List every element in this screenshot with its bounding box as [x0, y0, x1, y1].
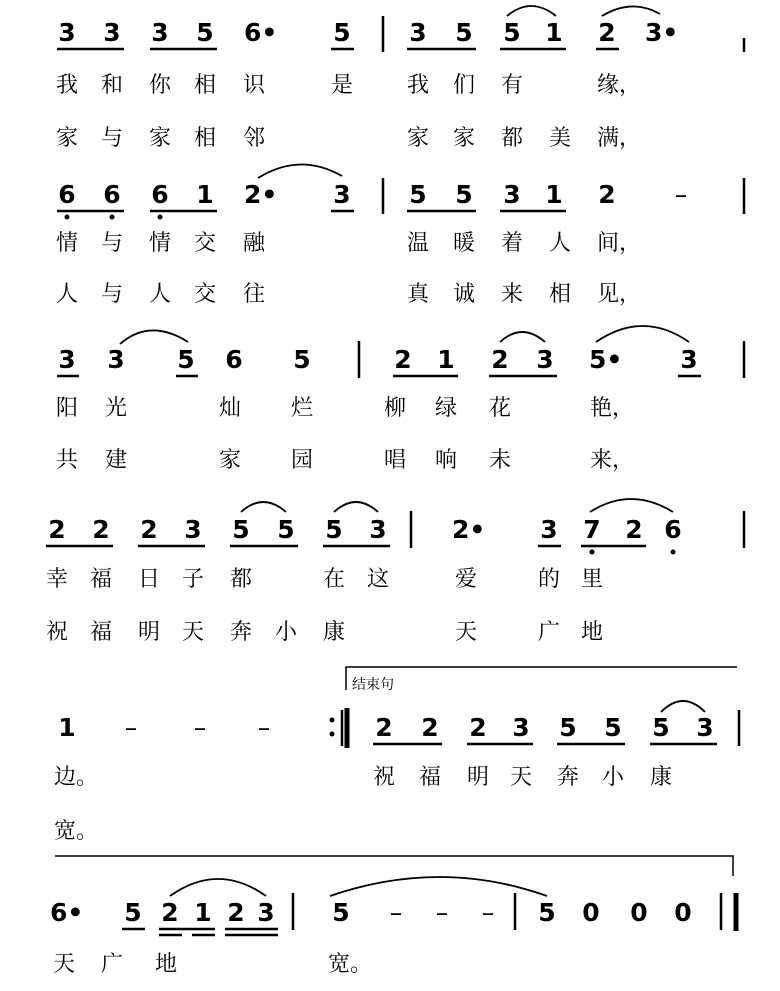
lyric: 来，	[590, 448, 635, 473]
lyric: 交	[193, 282, 216, 307]
lyric: 小	[274, 620, 297, 645]
lyric: 宽。	[54, 819, 99, 844]
lyric: 天	[52, 952, 75, 977]
lyric: 满，	[597, 126, 642, 151]
note: 3	[58, 18, 76, 47]
lyric: 广	[100, 952, 123, 977]
lyric: 与	[100, 282, 123, 307]
lyric: 宽。	[328, 952, 373, 977]
lyric: 广	[537, 620, 560, 645]
note: 3	[103, 18, 121, 47]
note: 2	[92, 515, 110, 544]
lyric: 爱	[454, 567, 477, 592]
note: 2	[375, 713, 393, 742]
lyric: 与	[100, 126, 123, 151]
lyric: 这	[366, 567, 389, 592]
note: 5	[455, 180, 473, 209]
lyric: 人	[148, 282, 171, 307]
note: 2	[469, 713, 487, 742]
note: 3	[696, 713, 714, 742]
lyric: 你	[148, 73, 171, 98]
note: 0	[674, 898, 692, 927]
lyric: 我	[55, 73, 78, 98]
lyric: 共	[55, 448, 78, 473]
note: 2	[598, 18, 616, 47]
note: 2•	[244, 180, 278, 209]
lyric: 康	[649, 765, 672, 790]
note: 5	[503, 18, 521, 47]
note: 5	[604, 713, 622, 742]
lyric: 在	[322, 567, 345, 592]
note-dash: –	[124, 713, 138, 742]
lyric: 家	[218, 448, 241, 473]
note: 5	[325, 515, 343, 544]
note: 1	[196, 180, 214, 209]
lyric: 我	[406, 73, 429, 98]
note: 6•	[244, 18, 278, 47]
note-dash: –	[435, 898, 449, 927]
lyric: 人	[548, 231, 571, 256]
lyric: 明	[137, 620, 160, 645]
lyric: 奔	[229, 620, 252, 645]
note: 2	[161, 898, 179, 927]
note: 3	[369, 515, 387, 544]
note: 5	[124, 898, 142, 927]
note: 2•	[452, 515, 486, 544]
lyric: 幸	[45, 567, 68, 592]
lyric: 烂	[290, 396, 313, 421]
lyric: 人	[55, 282, 78, 307]
lyric: 情	[148, 231, 171, 256]
note-dash: –	[193, 713, 207, 742]
note: 3	[107, 345, 125, 374]
note: 5	[559, 713, 577, 742]
lyric: 边。	[54, 765, 99, 790]
note: 2	[394, 345, 412, 374]
lyric: 往	[242, 282, 265, 307]
note: 5	[332, 898, 350, 927]
note: 3	[503, 180, 521, 209]
note: 3	[257, 898, 275, 927]
note: 3	[333, 180, 351, 209]
lyric: 园	[290, 448, 313, 473]
lyric: 来	[500, 282, 523, 307]
lyric: 家	[148, 126, 171, 151]
lyric: 着	[500, 231, 523, 256]
note: 1	[545, 180, 563, 209]
note: 5	[293, 345, 311, 374]
lyric: 间，	[597, 231, 642, 256]
lyric: 交	[193, 231, 216, 256]
note: 6	[664, 515, 682, 544]
lyric: 绿	[434, 396, 457, 421]
lyric: 康	[322, 620, 345, 645]
note: 3	[536, 345, 554, 374]
note: 0	[630, 898, 648, 927]
repeat-dots	[330, 718, 335, 737]
note: 2	[491, 345, 509, 374]
note: 3•	[645, 18, 679, 47]
lyric: 未	[488, 448, 511, 473]
lyric: 灿	[218, 396, 241, 421]
lyric: 家	[406, 126, 429, 151]
note: 5	[196, 18, 214, 47]
lyric: 真	[406, 282, 429, 307]
lyric: 的	[537, 567, 560, 592]
lyric: 建	[104, 448, 127, 473]
lyric: 小	[601, 765, 624, 790]
note: 3	[151, 18, 169, 47]
lyric: 相	[193, 73, 216, 98]
note: 3	[184, 515, 202, 544]
lyric: 都	[229, 567, 252, 592]
note: 6•	[50, 898, 84, 927]
lyric: 和	[100, 73, 123, 98]
lyric: 暖	[452, 231, 475, 256]
note: 2	[625, 515, 643, 544]
lyric: 祝	[372, 765, 395, 790]
lyric: 祝	[45, 620, 68, 645]
lyric: 子	[181, 567, 204, 592]
note: 1	[437, 345, 455, 374]
ending-label: 结束句	[352, 677, 394, 693]
note: 3	[409, 18, 427, 47]
note: 5	[277, 515, 295, 544]
note: 5	[333, 18, 351, 47]
lyric: 柳	[383, 396, 406, 421]
note: 2	[48, 515, 66, 544]
lyric: 阳	[55, 396, 78, 421]
lyric: 地	[580, 620, 603, 645]
note: 7	[583, 515, 601, 544]
note: 5	[538, 898, 556, 927]
lyric: 美	[548, 126, 571, 151]
lyric: 邻	[242, 126, 265, 151]
note: 3	[680, 345, 698, 374]
lyric: 家	[452, 126, 475, 151]
note: 6	[58, 180, 76, 209]
note: 3	[512, 713, 530, 742]
note: 1	[545, 18, 563, 47]
lyric: 有	[500, 73, 523, 98]
lyric: 福	[89, 620, 112, 645]
note: 6	[225, 345, 243, 374]
barlines	[293, 16, 744, 930]
note: 2	[421, 713, 439, 742]
lyric: 相	[193, 126, 216, 151]
note-dash: –	[481, 898, 495, 927]
note: 5	[455, 18, 473, 47]
lyric: 明	[466, 765, 489, 790]
lyric: 们	[452, 73, 475, 98]
note: 5•	[589, 345, 623, 374]
lyric: 福	[418, 765, 441, 790]
note: 6	[103, 180, 121, 209]
lyric: 响	[434, 448, 457, 473]
lyric: 见，	[597, 282, 642, 307]
lyric: 唱	[383, 448, 406, 473]
octave-dots	[65, 215, 676, 555]
lyric: 识	[242, 73, 265, 98]
lyric: 家	[55, 126, 78, 151]
note: 5	[409, 180, 427, 209]
note: 5	[232, 515, 250, 544]
lyric: 情	[55, 231, 78, 256]
note: 6	[151, 180, 169, 209]
note: 2	[140, 515, 158, 544]
note: 5	[177, 345, 195, 374]
note-dash: –	[389, 898, 403, 927]
lyric: 天	[454, 620, 477, 645]
lyric: 艳，	[590, 396, 635, 421]
note-dash: –	[257, 713, 271, 742]
lyric: 日	[137, 567, 160, 592]
lyric: 与	[100, 231, 123, 256]
note: 5	[652, 713, 670, 742]
lyric: 奔	[556, 765, 579, 790]
lyric: 相	[548, 282, 571, 307]
lyric: 温	[406, 231, 429, 256]
lyric: 花	[488, 396, 511, 421]
underlines	[46, 49, 717, 929]
lyric: 里	[580, 567, 603, 592]
lyric: 都	[500, 126, 523, 151]
lyric: 地	[154, 952, 177, 977]
lyric: 光	[104, 396, 127, 421]
lyric: 天	[181, 620, 204, 645]
lyric: 融	[242, 231, 265, 256]
lyric: 是	[330, 73, 353, 98]
note: 3	[540, 515, 558, 544]
note: 0	[582, 898, 600, 927]
note: 2	[227, 898, 245, 927]
note: 2	[598, 180, 616, 209]
lyric: 天	[509, 765, 532, 790]
note: 1	[194, 898, 212, 927]
lyric: 福	[89, 567, 112, 592]
note: 1	[58, 713, 76, 742]
lyric: 诚	[452, 282, 475, 307]
note: 3	[58, 345, 76, 374]
note-dash: –	[674, 180, 688, 209]
lyric: 缘，	[597, 73, 642, 98]
